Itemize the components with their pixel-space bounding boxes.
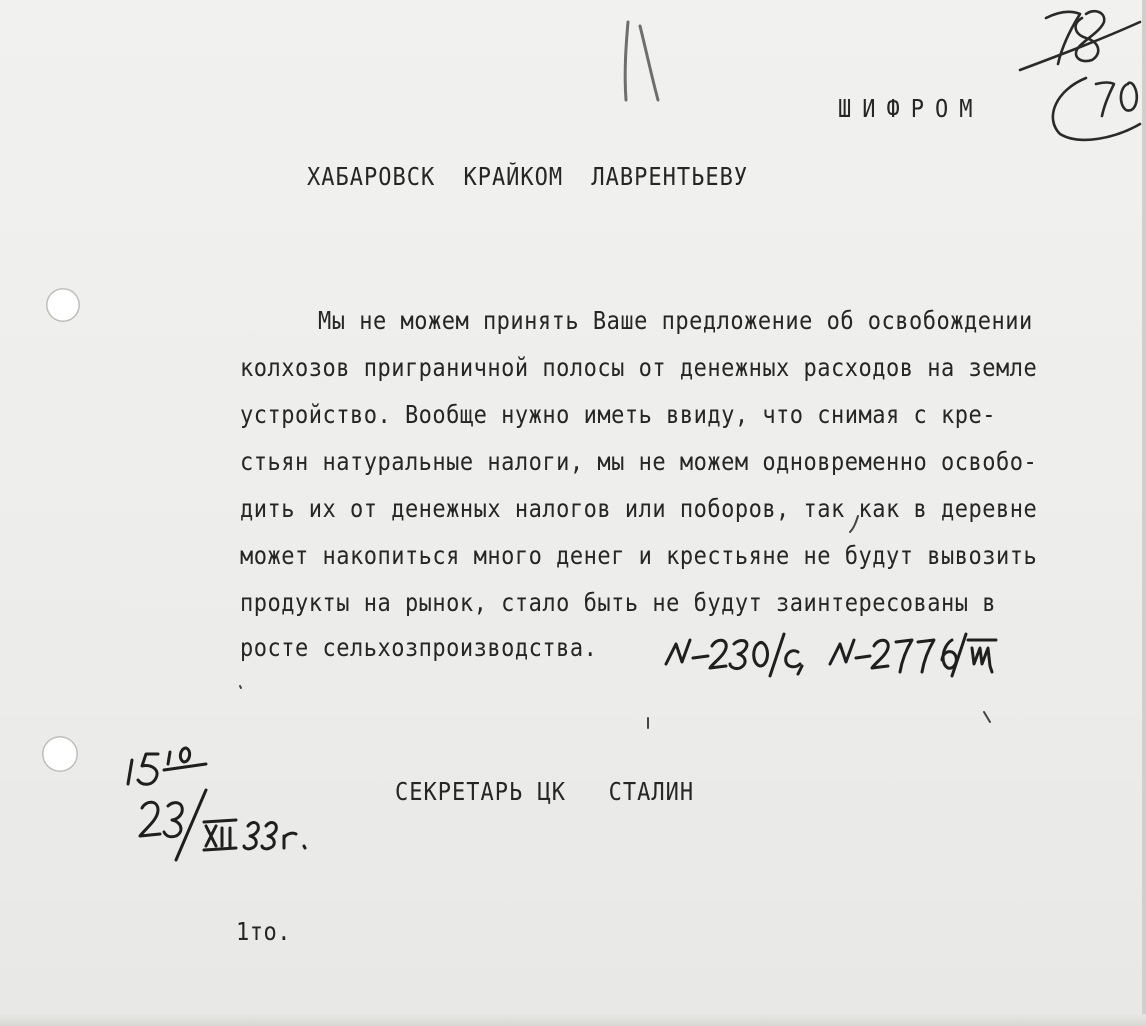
body-line: колхозов приграничной полосы от денежных расходов на земле [240,354,1038,383]
folio-number [1020,11,1140,140]
classification-mark: ШИФРОМ [838,95,984,124]
handwritten-reference-numbers [666,634,996,676]
handwritten-date [140,790,305,860]
stray-ink-marks [240,516,990,728]
body-line: может накопиться много денег и крестьяне не будут вывозить [240,542,1038,571]
body-line: продукты на рынок, стало быть не будут заинтересованы в [240,589,996,618]
body-line: росте сельхозпроизводства. [240,634,598,663]
pencil-mark-top [625,22,658,100]
addressee-heading: ХАБАРОВСК КРАЙКОМ ЛАВРЕНТЬЕВУ [307,163,749,192]
handwritten-time [128,748,206,784]
body-line: устройство. Вообще нужно иметь ввиду, что снимая с кре- [240,401,996,430]
body-line: Мы не можем принять Ваше предложение об освобождении [318,307,1033,336]
signature-line: СЕКРЕТАРЬ ЦК СТАЛИН [395,778,695,807]
copies-note: 1то. [236,918,291,947]
body-line: дить их от денежных налогов или поборов, так как в деревне [240,495,1038,524]
body-line: стьян натуральные налоги, мы не можем одновременно освобо- [240,448,1038,477]
